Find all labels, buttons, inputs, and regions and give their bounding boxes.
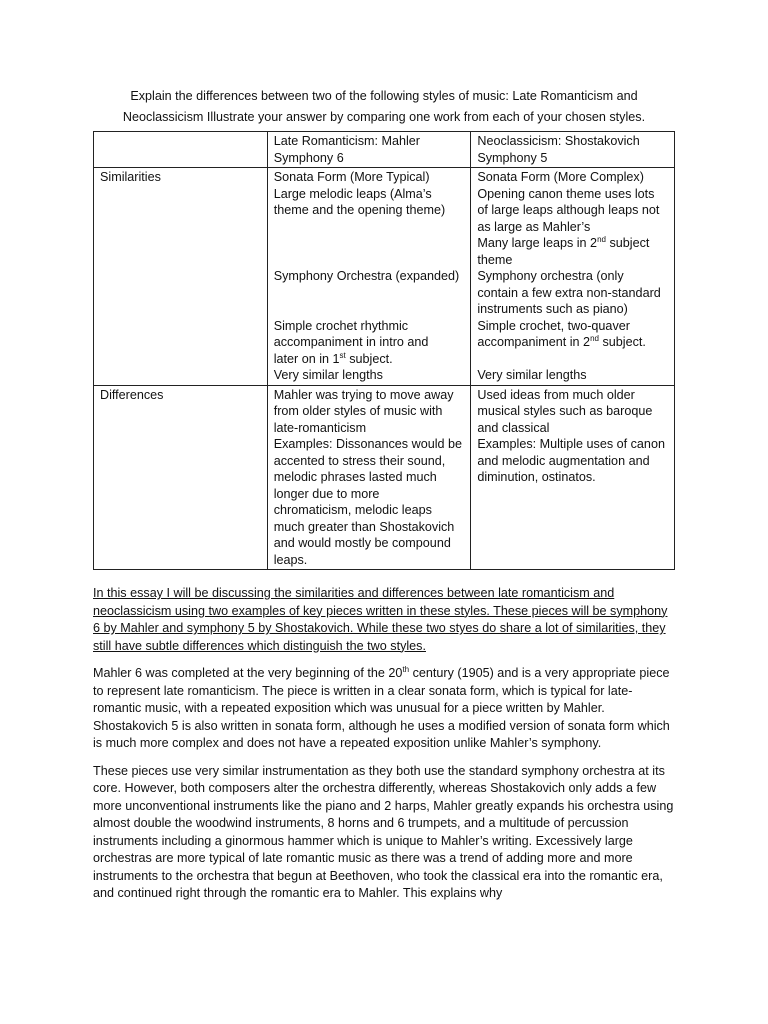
header-mahler-line: Late Romanticism: Mahler: [273, 134, 420, 148]
superscript: nd: [590, 333, 599, 343]
cell-line: and would mostly be compound: [273, 536, 451, 550]
cell-spacer: [274, 235, 465, 252]
cell-line-with-sup: [477, 235, 668, 252]
table-row-differences: [94, 385, 675, 570]
cell-line: Examples: Dissonances would be: [273, 437, 463, 451]
superscript: th: [402, 664, 410, 674]
table-row-similarities: [94, 168, 675, 386]
cell-line: Sonata Form (More Complex): [477, 170, 644, 184]
cell-line-with-sup: [477, 334, 668, 351]
text-fragment: subject: [605, 236, 650, 250]
essay-paragraph: These pieces use very similar instrumentation as they both use the standard symphony orchestra at its core. However, both composers alter the orchestra differently, whereas Shostakovich only adds a few more unconventional instruments like the piano and 2 harps, Mahler greatly expands his orchestra using almost double the woodwind instruments, 8 horns and 6 trumpets, and a multitude of percussion instruments including a ginormous hammer which is unique to Mahler’s writing. Excessively large orchestras are more typical of late romantic music as there was a trend of adding more and more instruments to the orchestra that begun at Beethoven, who took the classical era into the romantic era, and continued right through the romantic era to Mahler. This explains why: [93, 763, 674, 900]
row-label: Similarities: [100, 170, 161, 184]
cell-spacer: [274, 301, 465, 318]
cell-line: Very similar lengths: [273, 368, 383, 382]
differences-shostakovich-cell: [471, 385, 675, 570]
header-shostakovich-line: Symphony 5: [477, 150, 548, 165]
cell-line: Symphony orchestra (only: [477, 269, 624, 283]
cell-line: diminution, ostinatos.: [477, 470, 596, 484]
header-mahler-cell: [267, 132, 471, 168]
cell-line: musical styles such as baroque: [477, 404, 653, 418]
superscript: nd: [597, 234, 606, 244]
cell-line: and melodic augmentation and: [477, 453, 650, 468]
header-mahler-line: Symphony 6: [273, 150, 344, 165]
cell-line: chromaticism, melodic leaps: [273, 503, 432, 517]
cell-line: contain a few extra non-standard: [477, 285, 661, 300]
similarities-mahler-cell: [267, 168, 471, 386]
essay-paragraph: [93, 665, 677, 753]
header-empty-cell: [94, 132, 268, 168]
differences-mahler-cell: [267, 385, 471, 570]
table-header-row: [94, 132, 675, 168]
text-fragment: later on in 1: [273, 351, 340, 366]
cell-line: Opening canon theme uses lots: [477, 186, 655, 201]
cell-line: from older styles of music with: [273, 404, 443, 418]
cell-line: Sonata Form (More Typical): [273, 170, 430, 184]
cell-line: of large leaps although leaps not: [477, 203, 660, 217]
cell-line: leaps.: [273, 552, 308, 567]
header-shostakovich-cell: [471, 132, 675, 168]
cell-line: Used ideas from much older: [477, 387, 635, 402]
text-fragment: accompaniment in 2: [477, 335, 591, 349]
cell-line: Simple crochet rhythmic: [273, 318, 409, 333]
similarities-shostakovich-cell: [471, 168, 675, 386]
question-line-2: Neoclassicism Illustrate your answer by comparing one work from each of your chosen styles.: [122, 110, 646, 124]
cell-line: Examples: Multiple uses of canon: [477, 437, 665, 451]
cell-spacer: [274, 252, 465, 269]
cell-line: Large melodic leaps (Alma’s: [273, 186, 432, 201]
header-shostakovich-line: Neoclassicism: Shostakovich: [477, 134, 640, 148]
cell-line: theme and the opening theme): [273, 203, 446, 217]
superscript: st: [339, 350, 346, 360]
question-line-1: Explain the differences between two of the following styles of music: Late Romanticism and: [130, 89, 638, 103]
cell-spacer: [477, 351, 668, 368]
text-fragment: Mahler 6 was completed at the very beginning of the 20: [93, 666, 403, 680]
comparison-table: [93, 131, 675, 570]
essay-body: [93, 585, 677, 913]
cell-spacer: [274, 219, 465, 236]
cell-line: as large as Mahler’s: [477, 219, 591, 234]
essay-intro-paragraph: In this essay I will be discussing the similarities and differences between late romanticism and neoclassicism using two examples of key pieces written in these styles. These pieces will be symphony 6 by Mahler and symphony 5 by Shostakovich. While these two styes do share a lot of similarities, they still have subtle differences which distinguish the two styles.: [93, 586, 668, 653]
row-label: Differences: [100, 387, 164, 402]
cell-line: theme: [477, 252, 513, 267]
text-fragment: century (1905) and is a very appropriate piece to represent late romanticism. The piece is written in a clear sonata form, which is typical for late-romantic music, with a repeated exposition which was unusual for a piece written by Mahler. Shostakovich 5 is also written in sonata form, although he uses a modified version of sonata form which is much more complex and does not have a repeated exposition unlike Mahler’s symphony.: [93, 666, 670, 750]
row-label-differences: [94, 385, 268, 570]
text-fragment: Many large leaps in 2: [477, 236, 598, 250]
cell-line: and classical: [477, 420, 550, 435]
cell-line: accompaniment in intro and: [273, 335, 429, 349]
cell-line: late-romanticism: [273, 420, 367, 435]
cell-line: Very similar lengths: [477, 368, 587, 382]
cell-line-with-sup: [274, 351, 465, 368]
cell-line: Simple crochet, two-quaver: [477, 318, 630, 333]
cell-spacer: [274, 285, 465, 302]
text-fragment: subject.: [345, 351, 393, 366]
cell-line: melodic phrases lasted much: [273, 470, 437, 484]
cell-line: accented to stress their sound,: [273, 453, 446, 468]
cell-line: instruments such as piano): [477, 302, 628, 316]
cell-line: Symphony Orchestra (expanded): [273, 269, 460, 283]
essay-question: [92, 86, 676, 128]
row-label-similarities: [94, 168, 268, 386]
cell-line: much greater than Shostakovich: [273, 519, 455, 534]
cell-line: longer due to more: [273, 486, 380, 501]
cell-line: Mahler was trying to move away: [273, 387, 454, 402]
text-fragment: subject.: [598, 335, 646, 349]
